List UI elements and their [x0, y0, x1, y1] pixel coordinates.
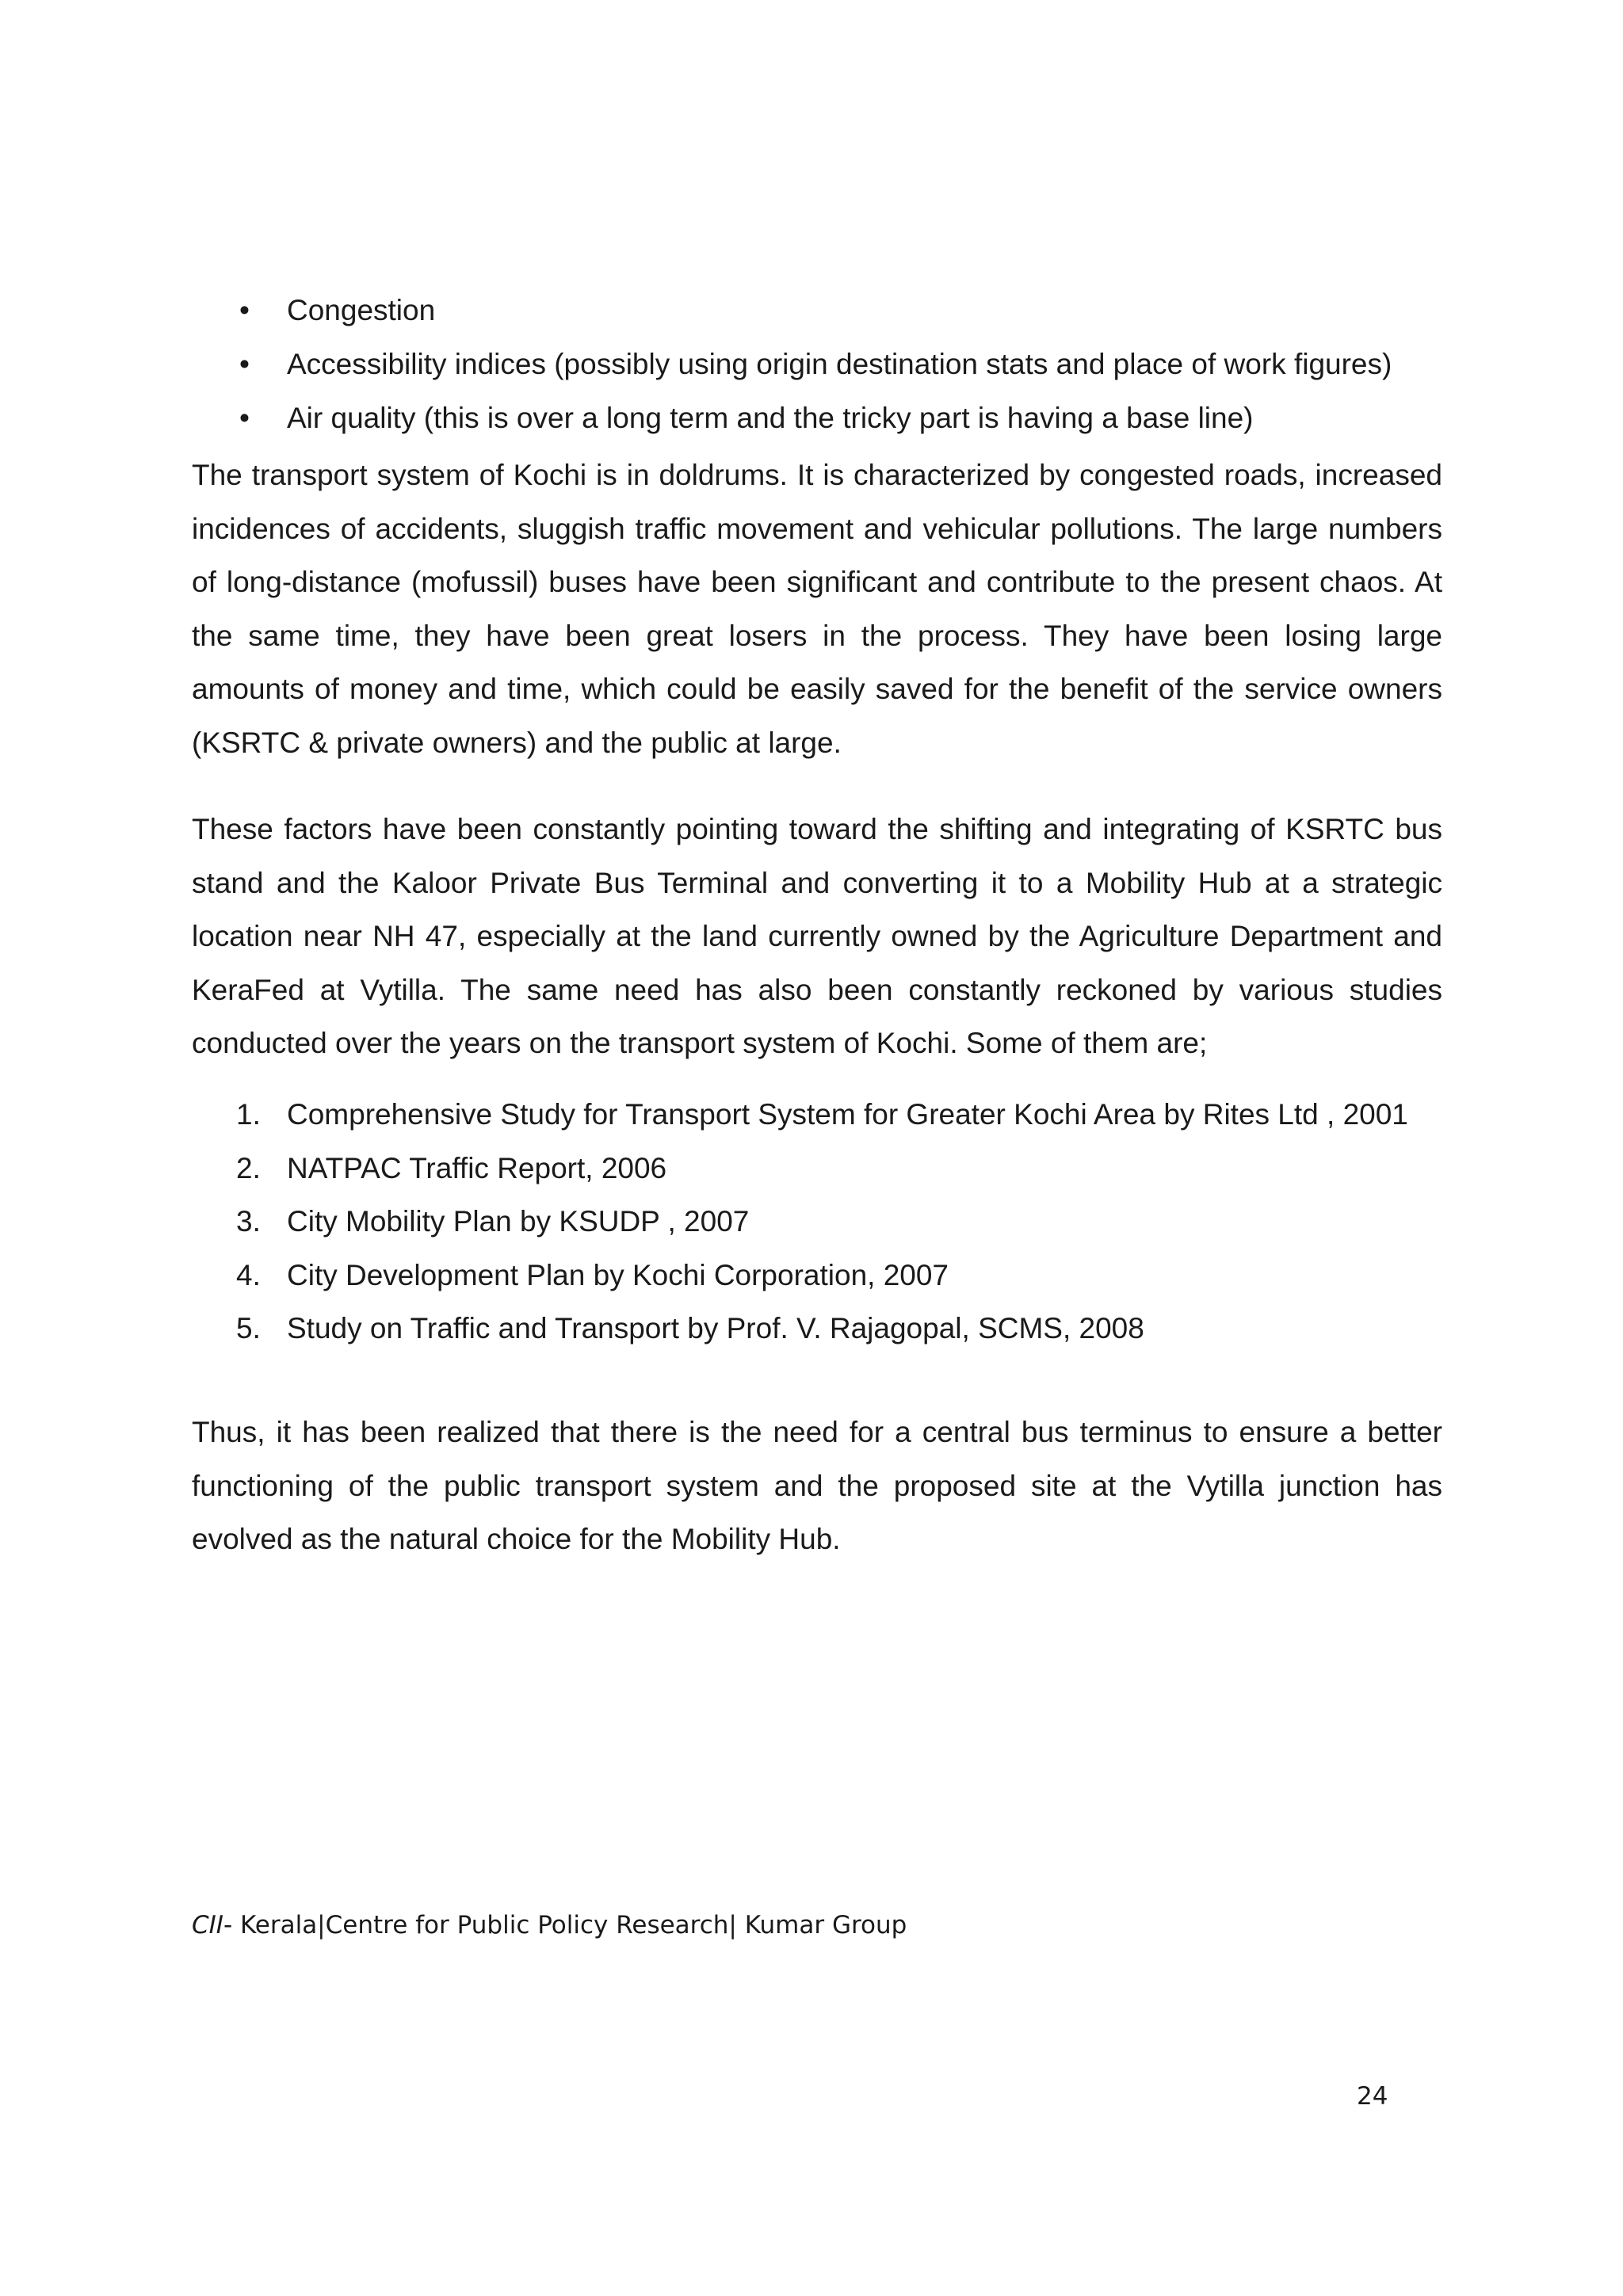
list-text: City Mobility Plan by KSUDP , 2007 — [287, 1205, 750, 1238]
paragraph-conclusion: Thus, it has been realized that there is the need for a central bus terminus to ensure a better functioning of the public transport system and the proposed site at the Vytilla junction has evolved as the natural choice for the Mobility Hub. — [192, 1416, 1442, 1555]
list-item — [192, 1249, 1539, 1302]
footer-text: - Kerala|Centre for Public Policy Research| Kumar Group — [223, 1911, 907, 1939]
list-text: City Development Plan by Kochi Corporation, 2007 — [287, 1258, 949, 1291]
bullet-text: Congestion — [287, 294, 436, 326]
list-item — [192, 1088, 1539, 1142]
bullet-item — [192, 338, 1539, 391]
list-item — [192, 1302, 1539, 1356]
bullet-item — [192, 284, 1539, 338]
bullet-icon: • — [239, 402, 250, 434]
bullet-text: Air quality (this is over a long term and the tricky part is having a base line) — [287, 402, 1254, 434]
bullet-icon: • — [239, 294, 250, 326]
bullet-icon: • — [239, 348, 250, 380]
studies-numbered-list — [192, 1088, 1539, 1356]
list-number: 2. — [236, 1151, 261, 1184]
list-text: Study on Traffic and Transport by Prof. V. Rajagopal, SCMS, 2008 — [287, 1312, 1144, 1344]
page-footer — [192, 1911, 907, 1939]
list-item — [192, 1195, 1539, 1249]
list-item — [192, 1142, 1539, 1196]
list-number: 1. — [236, 1098, 261, 1131]
bullet-text: Accessibility indices (possibly using origin destination stats and place of work figures) — [287, 348, 1392, 380]
footer-org-name: CII — [192, 1911, 223, 1939]
indicator-bullet-list — [192, 284, 1539, 445]
list-text: Comprehensive Study for Transport System for Greater Kochi Area by Rites Ltd , 2001 — [287, 1098, 1408, 1131]
list-number: 4. — [236, 1258, 261, 1291]
list-number: 5. — [236, 1312, 261, 1344]
paragraph-transport-system: The transport system of Kochi is in doldrums. It is characterized by congested roads, increased incidences of accidents, sluggish traffic movement and vehicular pollutions. The large numbers of long-distance (mofussil) buses have been significant and contribute to the present chaos. At the same time, they have been great losers in the process. They have been losing large amounts of money and time, which could be easily saved for the benefit of the service owners (KSRTC & private owners) and the public at large. — [192, 459, 1442, 759]
paragraph-mobility-hub: These factors have been constantly pointing toward the shifting and integrating of KSRTC bus stand and the Kaloor Private Bus Terminal and converting it to a Mobility Hub at a strategic location near NH 47, especially at the land currently owned by the Agriculture Department and KeraFed at Vytilla. The same need has also been constantly reckoned by various studies conducted over the years on the transport system of Kochi. Some of them are; — [192, 813, 1442, 1059]
list-text: NATPAC Traffic Report, 2006 — [287, 1151, 667, 1184]
bullet-item — [192, 391, 1539, 445]
page-number: 24 — [1357, 2082, 1388, 2111]
list-number: 3. — [236, 1205, 261, 1238]
